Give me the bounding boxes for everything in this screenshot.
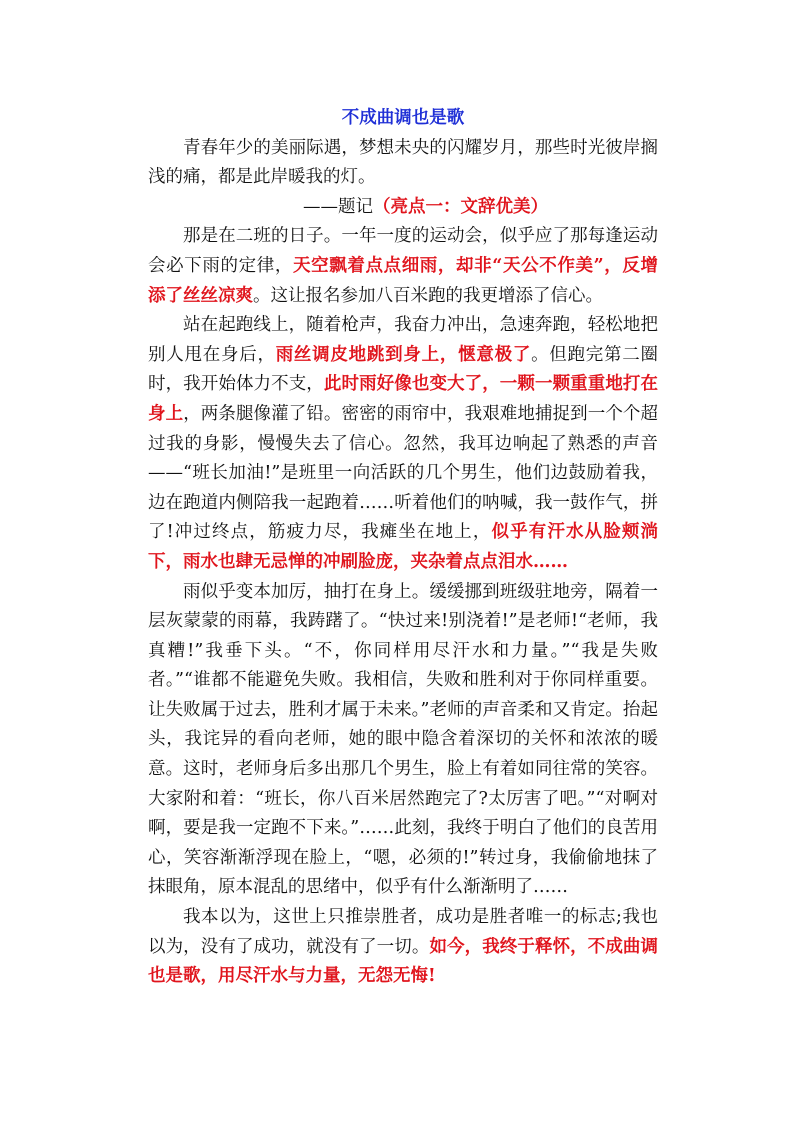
paragraph-1 bbox=[148, 222, 658, 311]
paragraph-2-highlight-3: 似乎有汗水从脸颊淌下，雨水也肆无忌惮的冲刷脸庞，夹杂着点点泪水…… bbox=[148, 522, 659, 572]
epigraph-sign: ——题记 bbox=[303, 196, 373, 217]
paragraph-4-highlight: 如今，我终于释怀，不成曲调也是歌，用尽汗水与力量，无怨无悔! bbox=[148, 936, 659, 987]
paragraph-3: 雨似乎变本加厉，抽打在身上。缓缓挪到班级驻地旁，隔着一层灰蒙蒙的雨幕，我踌躇了。“快过来!别浇着!”是老师!“老师，我真糟!”我垂下头。“不，你同样用尽汗水和力量。”“我是失败者。”“谁都不能避免失败。我相信，失败和胜利对于你同样重要。让失败属于过去，胜利才属于未来。”老师的声音柔和又肯定。抬起头，我诧异的看向老师，她的眼中隐含着深切的关怀和浓浓的暖意。这时，老师身后多出那几个男生，脸上有着如同往常的笑容。大家附和着：“班长，你八百米居然跑完了?太厉害了吧。”“对啊对啊，要是我一定跑不下来。”……此刻，我终于明白了他们的良苦用心，笑容渐渐浮现在脸上，“嗯，必须的!”转过身，我偷偷地抹了抹眼角，原本混乱的思绪中，似乎有什么渐渐明了…… bbox=[148, 581, 658, 898]
paragraph-1-highlight: 天空飘着点点细雨，却非“天公不作美”，反增添了丝丝凉爽 bbox=[148, 255, 658, 306]
paragraph-2-highlight-1: 雨丝调皮地跳到身上，惬意极了 bbox=[275, 344, 532, 365]
paragraph-1-text-c: 。这让报名参加八百米跑的我更增添了信心。 bbox=[253, 285, 603, 306]
epigraph-highlight-note: （亮点一：文辞优美） bbox=[373, 196, 548, 217]
paragraph-4 bbox=[148, 903, 658, 992]
paragraph-2-highlight-2: 此时雨好像也变大了，一颗一颗重重地打在身上 bbox=[148, 374, 659, 424]
paragraph-2 bbox=[148, 311, 658, 577]
paragraph-2-text-e: ，两条腿像灌了铅。密密的雨帘中，我艰难地捕捉到一个个超过我的身影，慢慢失去了信心。忽然，我耳边响起了熟悉的声音——“班长加油!”是班里一向活跃的几个男生，他们边鼓励着我，边在跑道内侧陪我一起跑着……听着他们的呐喊，我一鼓作气，拼了!冲过终点，筋疲力尽，我瘫坐在地上， bbox=[148, 403, 659, 543]
paragraph-1-text-a: 那是在二班的日子。一年一度的运动会，似乎应了那每逢运动会必下雨的定律， bbox=[148, 226, 658, 276]
essay-title: 不成曲调也是歌 bbox=[341, 108, 465, 128]
paragraph-4-text-a: 我本以为，这世上只推崇胜者，成功是胜者唯一的标志;我也以为，没有了成功，就没有了一切。 bbox=[148, 907, 658, 957]
paragraph-2-text-a: 站在起跑线上，随着枪声，我奋力冲出，急速奔跑，轻松地把别人甩在身后， bbox=[148, 315, 658, 365]
essay-body bbox=[148, 104, 658, 992]
epigraph-sign-line bbox=[148, 193, 658, 223]
paragraph-2-text-c: 。但跑完第二圈时，我开始体力不支， bbox=[148, 344, 659, 395]
epigraph-text: 青春年少的美丽际遇，梦想未央的闪耀岁月，那些时光彼岸搁浅的痛，都是此岸暖我的灯。 bbox=[148, 137, 658, 188]
